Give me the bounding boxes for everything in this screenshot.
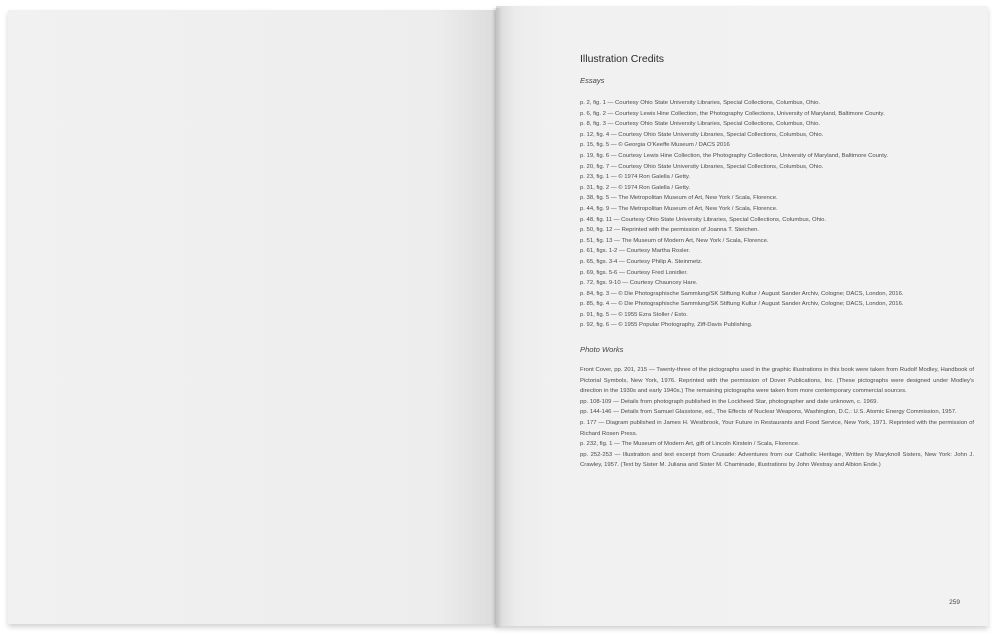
- photo-works-list: [580, 365, 974, 471]
- credit-entry: p. 85, fig. 4 — © Die Photographische Sammlung/SK Stiftung Kultur / August Sander Archiv, Cologne; DACS, London, 2016.: [580, 301, 904, 308]
- credit-entry: p. 8, fig. 3 — Courtesy Ohio State University Libraries, Special Collections, Columbus, Ohio.: [580, 121, 820, 128]
- credit-entry: p. 65, figs. 3-4 — Courtesy Philip A. Steinmetz.: [580, 258, 703, 265]
- credit-entry: p. 23, fig. 1 — © 1974 Ron Galella / Getty.: [580, 174, 690, 181]
- credit-entry: p. 177 — Diagram published in James H. Westbrook, Your Future in Restaurants and Food Service, New York, 1971. Reprinted with the permission of Richard Rosen Press.: [580, 420, 974, 437]
- credit-entry: pp. 108-109 — Details from photograph published in the Lockheed Star, photographer and date unknown, c. 1969.: [580, 398, 879, 405]
- essays-heading: Essays: [580, 76, 605, 85]
- credit-entry: p. 15, fig. 5 — © Georgia O'Keeffe Museum / DACS 2016: [580, 142, 730, 149]
- credit-entry: Front Cover, pp. 201, 215 — Twenty-three of the pictographs used in the graphic illustrations in this book were taken from Rudolf Modley, Handbook of Pictorial Symbols, New York, 1976. Reprinted with the permission of Dover Publications, Inc. (These pictographs were designed under Modley's direction in the 1930s and early 1940s.) The remaining pictographs were taken from more contemporary commercial sources.: [580, 367, 974, 395]
- book-gutter: [492, 8, 502, 628]
- credits-content: [580, 52, 974, 484]
- credit-entry: pp. 144-146 — Details from Samuel Glasstone, ed., The Effects of Nuclear Weapons, Washington, D.C.: U.S. Atomic Energy Commission, 1957.: [580, 409, 957, 416]
- credit-entry: p. 31, fig. 2 — © 1974 Ron Galella / Getty.: [580, 184, 690, 191]
- credit-entry: p. 72, figs. 9-10 — Courtesy Chauncey Hare.: [580, 280, 698, 287]
- credit-entry: p. 92, fig. 6 — © 1955 Popular Photography, Ziff-Davis Publishing.: [580, 322, 753, 329]
- credit-entry: p. 20, fig. 7 — Courtesy Ohio State University Libraries, Special Collections, Columbus, Ohio.: [580, 163, 824, 170]
- credit-entry: p. 38, fig. 5 — The Metropolitan Museum of Art, New York / Scala, Florence.: [580, 195, 778, 202]
- credit-entry: p. 48, fig. 11 — Courtesy Ohio State University Libraries, Special Collections, Columbus, Ohio.: [580, 216, 827, 223]
- photo-works-heading: Photo Works: [580, 345, 624, 355]
- left-page: [8, 10, 496, 624]
- credit-entry: p. 50, fig. 12 — Reprinted with the permission of Joanna T. Steichen.: [580, 227, 760, 234]
- page-number: 259: [949, 599, 960, 606]
- credit-entry: p. 84, fig. 3 — © Die Photographische Sammlung/SK Stiftung Kultur / August Sander Archiv, Cologne; DACS, London, 2016.: [580, 290, 904, 297]
- credit-entry: p. 61, figs. 1-2 — Courtesy Martha Rosler.: [580, 248, 691, 255]
- credit-entry: p. 6, fig. 2 — Courtesy Lewis Hine Collection, the Photography Collections, University of Maryland, Baltimore County.: [580, 110, 885, 117]
- credit-entry: p. 51, fig. 13 — The Museum of Modern Art, New York / Scala, Florence.: [580, 237, 769, 244]
- credit-entry: p. 232, fig. 1 — The Museum of Modern Art, gift of Lincoln Kirstein / Scala, Florence.: [580, 441, 800, 448]
- credit-entry: p. 12, fig. 4 — Courtesy Ohio State University Libraries, Special Collections, Columbus, Ohio.: [580, 131, 824, 138]
- credit-entry: pp. 252-253 — Illustration and text excerpt from Crusade: Adventures from our Catholic Heritage, Written by Maryknoll Sisters, New York: John J. Crawley, 1957. (Text by Sister M. Juliana and Sister M. Chaminade, illustrations by John Westray and Albion Ende.): [580, 451, 974, 469]
- credit-entry: p. 19, fig. 6 — Courtesy Lewis Hine Collection, the Photography Collections, University of Maryland, Baltimore County.: [580, 152, 888, 159]
- open-book: [8, 6, 994, 628]
- credit-entry: p. 91, fig. 5 — © 1955 Ezra Stoller / Esto.: [580, 311, 688, 318]
- essays-list: [580, 98, 974, 331]
- credit-entry: p. 2, fig. 1 — Courtesy Ohio State University Libraries, Special Collections, Columbus, Ohio.: [580, 100, 820, 106]
- credit-entry: p. 69, figs. 5-6 — Courtesy Fred Lonidier.: [580, 269, 688, 276]
- page-title: Illustration Credits: [580, 53, 665, 65]
- right-page: [496, 6, 988, 626]
- credit-entry: p. 44, fig. 9 — The Metropolitan Museum of Art, New York / Scala, Florence.: [580, 205, 778, 212]
